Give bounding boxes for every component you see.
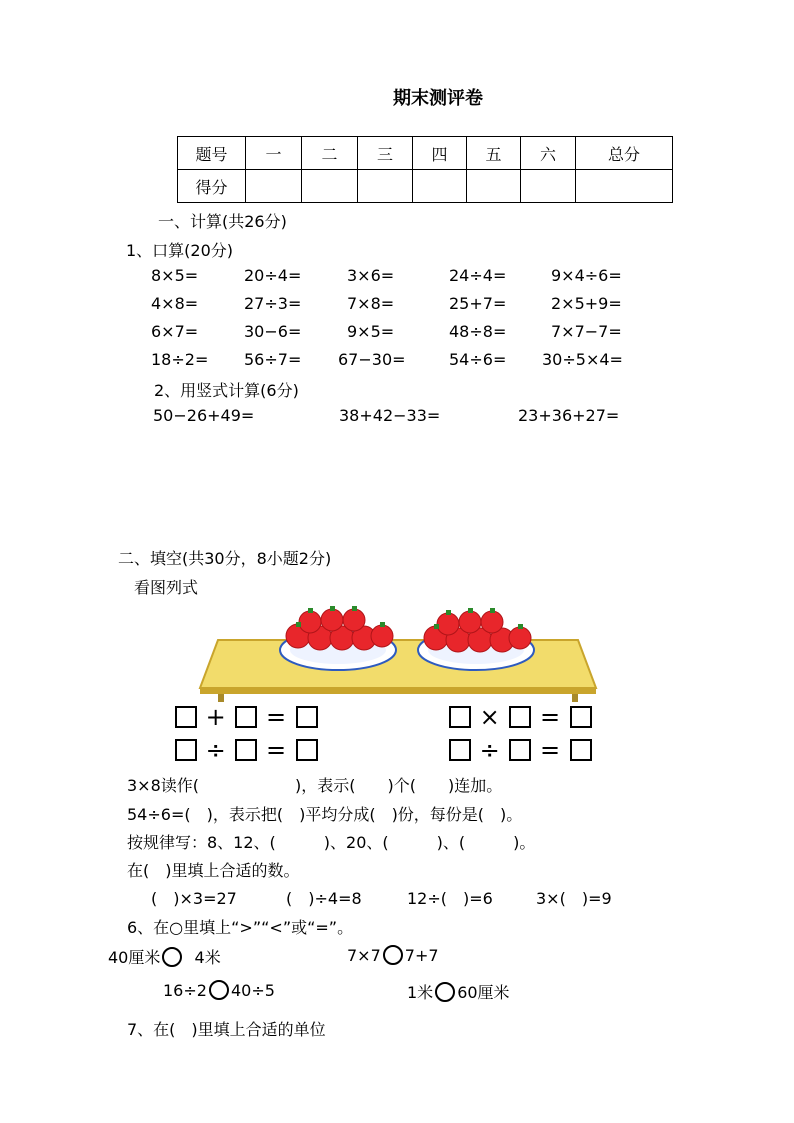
mental-math-item: 54÷6= (449, 350, 507, 369)
operator: = (266, 703, 288, 731)
mental-math-item: 48÷8= (449, 322, 507, 341)
table-leg (218, 694, 224, 702)
answer-box[interactable] (296, 706, 318, 728)
mental-math-item: 9×5= (347, 322, 395, 341)
fill-number-item: 3×( )=9 (536, 889, 612, 908)
table-top (200, 640, 596, 688)
page-title: 期末测评卷 (393, 88, 483, 109)
operator: + (205, 703, 227, 731)
answer-box[interactable] (509, 739, 531, 761)
box-equation-left-2 (175, 736, 318, 764)
compare-right: 7+7 (404, 946, 439, 965)
header-cell: 五 (467, 137, 521, 170)
mental-math-item: 20÷4= (244, 266, 302, 285)
mental-math-item: 25+7= (449, 294, 507, 313)
strawberries-left (286, 609, 393, 650)
compare-item (407, 980, 510, 1003)
mental-math-item: 7×8= (347, 294, 395, 313)
operator: = (266, 736, 288, 764)
operator: ÷ (205, 736, 227, 764)
compare-circle[interactable] (383, 945, 403, 965)
mental-math-item: 6×7= (151, 322, 199, 341)
answer-box[interactable] (175, 706, 197, 728)
fill-number-item: ( )×3=27 (151, 889, 237, 908)
mental-math-item: 67−30= (338, 350, 406, 369)
score-table (177, 136, 673, 203)
compare-item (108, 945, 221, 968)
score-cell[interactable] (302, 170, 358, 203)
compare-left: 1米 (407, 983, 434, 1002)
fill-number-item: ( )÷4=8 (286, 889, 362, 908)
part1-heading: 1、口算(20分) (126, 241, 234, 260)
score-cell[interactable] (576, 170, 673, 203)
mental-math-item: 18÷2= (151, 350, 209, 369)
compare-item (163, 980, 275, 1000)
score-cell[interactable] (246, 170, 302, 203)
table-leg (572, 694, 578, 702)
mental-math-item: 7×7−7= (551, 322, 622, 341)
question-3x8: 3×8读作( )，表示( )个( )连加。 (127, 776, 503, 795)
compare-left: 16÷2 (163, 981, 207, 1000)
operator: = (540, 703, 562, 731)
mental-math-item: 9×4÷6= (551, 266, 622, 285)
score-cell[interactable] (467, 170, 521, 203)
vertical-calc-item: 23+36+27= (518, 406, 620, 425)
question-pattern: 按规律写：8、12、( )、20、( )、( )。 (127, 833, 536, 852)
answer-box[interactable] (175, 739, 197, 761)
compare-circle[interactable] (162, 947, 182, 967)
score-cell[interactable] (521, 170, 576, 203)
compare-circle[interactable] (435, 982, 455, 1002)
fill-number-item: 12÷( )=6 (407, 889, 493, 908)
compare-right: 60厘米 (457, 983, 510, 1002)
answer-box[interactable] (509, 706, 531, 728)
operator: = (540, 736, 562, 764)
strawberries-on-table-illustration (198, 600, 598, 702)
operator: × (479, 703, 501, 731)
header-cell: 三 (358, 137, 413, 170)
score-table-header-row (178, 137, 673, 170)
header-cell: 四 (413, 137, 467, 170)
mental-math-item: 4×8= (151, 294, 199, 313)
header-cell: 六 (521, 137, 576, 170)
part2-heading: 2、用竖式计算(6分) (154, 381, 299, 400)
compare-right: 40÷5 (230, 981, 275, 1000)
answer-box[interactable] (570, 739, 592, 761)
vertical-calc-item: 38+42−33= (339, 406, 441, 425)
header-cell: 一 (246, 137, 302, 170)
table-edge (200, 688, 596, 694)
section1-heading: 一、计算(共26分) (158, 212, 287, 231)
answer-box[interactable] (449, 739, 471, 761)
section2-subheading: 看图列式 (134, 578, 199, 597)
strawberries-right (424, 611, 531, 652)
mental-math-item: 8×5= (151, 266, 199, 285)
mental-math-item: 30−6= (244, 322, 302, 341)
mental-math-item: 3×6= (347, 266, 395, 285)
mental-math-item: 2×5+9= (551, 294, 622, 313)
operator: ÷ (479, 736, 501, 764)
compare-left: 7×7 (347, 946, 381, 965)
answer-box[interactable] (235, 739, 257, 761)
answer-box[interactable] (449, 706, 471, 728)
compare-item (347, 945, 439, 965)
question-fill-number: 在( )里填上合适的数。 (127, 861, 300, 880)
score-table-score-row (178, 170, 673, 203)
answer-box[interactable] (570, 706, 592, 728)
mental-math-item: 24÷4= (449, 266, 507, 285)
compare-left: 40厘米 (108, 948, 161, 967)
answer-box[interactable] (296, 739, 318, 761)
score-label-cell: 得分 (178, 170, 246, 203)
score-cell[interactable] (413, 170, 467, 203)
box-equation-left-1 (175, 703, 318, 731)
answer-box[interactable] (235, 706, 257, 728)
header-cell: 二 (302, 137, 358, 170)
header-cell: 题号 (178, 137, 246, 170)
compare-circle[interactable] (209, 980, 229, 1000)
question-54div6: 54÷6=( )，表示把( )平均分成( )份，每份是( )。 (127, 805, 523, 824)
header-cell: 总分 (576, 137, 673, 170)
vertical-calc-item: 50−26+49= (153, 406, 255, 425)
question-compare: 6、在○里填上“>”“<”或“=”。 (127, 918, 354, 937)
score-cell[interactable] (358, 170, 413, 203)
box-equation-right-1 (449, 703, 592, 731)
box-equation-right-2 (449, 736, 592, 764)
mental-math-item: 27÷3= (244, 294, 302, 313)
section2-heading: 二、填空(共30分，8小题2分) (118, 549, 332, 568)
question-units: 7、在( )里填上合适的单位 (127, 1020, 326, 1039)
mental-math-item: 30÷5×4= (542, 350, 623, 369)
compare-right: 4米 (194, 948, 221, 967)
mental-math-item: 56÷7= (244, 350, 302, 369)
